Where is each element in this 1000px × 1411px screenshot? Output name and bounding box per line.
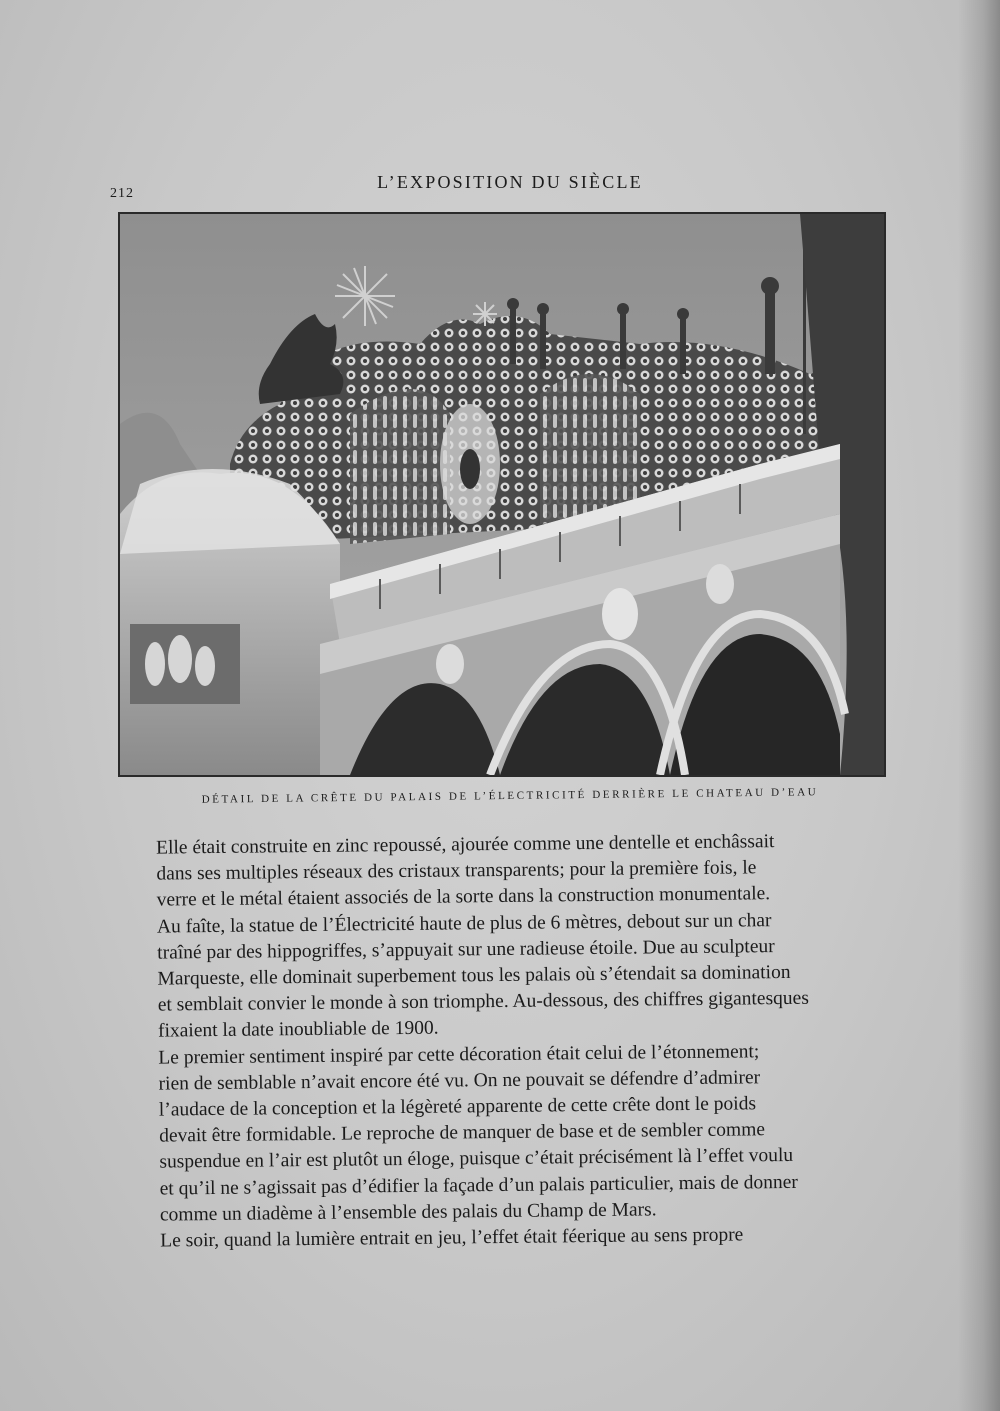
palace-crest-photograph xyxy=(120,214,884,775)
running-title: L’EXPOSITION DU SIÈCLE xyxy=(377,172,643,192)
figure-caption: DÉTAIL DE LA CRÊTE DU PALAIS DE L’ÉLECTRICITÉ DERRIÈRE LE CHATEAU D’EAU xyxy=(201,786,819,806)
text-line: comme un diadème à l’ensemble des palais du Champ de Mars. xyxy=(159,1199,657,1226)
text-line: fixaient la date inoubliable de 1900. xyxy=(157,1018,439,1042)
photograph-plate xyxy=(118,212,886,777)
paragraph xyxy=(118,1037,914,1229)
text-line: devait être formidable. Le reproche de manquer de base et de sembler comme xyxy=(159,1119,766,1147)
text-line: Le premier sentiment inspiré par cette décoration était celui de l’étonnement; xyxy=(158,1040,760,1069)
text-line: Au faîte, la statue de l’Électricité haute de plus de 6 mètres, debout sur un char xyxy=(156,909,772,938)
text-line: traîné par des hippogriffes, s’appuyait sur une radieuse étoile. Due au sculpteur xyxy=(157,935,775,964)
text-line: et semblait convier le monde à son triomphe. Au-dessous, des chiffres gigantesques xyxy=(157,987,809,1016)
text-line: l’audace de la conception et la légèreté apparente de cette crête dont le poids xyxy=(158,1093,757,1121)
paragraph xyxy=(117,906,912,1045)
page-edge-shadow xyxy=(958,0,1000,1411)
body-text xyxy=(116,828,914,1256)
text-line: dans ses multiples réseaux des cristaux transparents; pour la première fois, le xyxy=(156,857,757,885)
text-line: rien de semblable n’avait encore été vu. On ne pouvait se défendre d’admirer xyxy=(158,1067,761,1095)
text-line: et qu’il ne s’agissait pas d’édifier la façade d’un palais particulier, mais de donner xyxy=(159,1171,798,1200)
page-number: 212 xyxy=(110,186,134,201)
text-line: suspendue en l’air est plutôt un éloge, puisque c’était précisément là l’effet voulu xyxy=(159,1145,794,1174)
text-line: Elle était construite en zinc repoussé, ajourée comme une dentelle et enchâssait xyxy=(156,831,775,859)
text-line: Marqueste, elle dominait superbement tous les palais où s’étendait sa domination xyxy=(157,961,791,990)
paragraph xyxy=(116,828,911,915)
text-line: verre et le métal étaient associés de la sorte dans la construction monumentale. xyxy=(156,883,771,911)
text-line: Le soir, quand la lumière entrait en jeu, l’effet était féerique au sens propre xyxy=(160,1224,744,1252)
